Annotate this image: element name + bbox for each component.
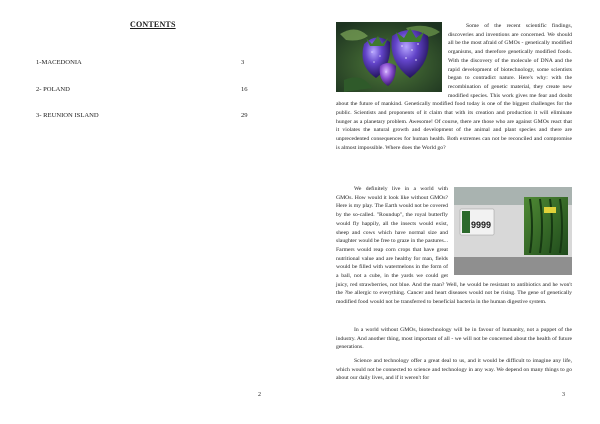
toc-title: CONTENTS <box>130 20 176 29</box>
blue-strawberries-image <box>336 22 442 92</box>
page-number-right: 3 <box>562 392 565 398</box>
toc-entry-page: 16 <box>241 86 248 93</box>
square-watermelon-image <box>454 187 572 275</box>
paragraph-4: Science and technology offer a great deal to us, and it would be difficult to imagine any life, which would not be connected to science and technology in any way. We depend on many things to go about our daily lives, and if it weren't for <box>336 358 572 382</box>
toc-entry-label: 1-MACEDONIA <box>36 59 82 66</box>
paragraph-2-block <box>336 185 572 307</box>
toc-entry-page: 29 <box>241 112 248 119</box>
paragraph-2: We definitely live in a world with GMOs. How would it look like without GMOs? Here is my play. The Earth would not be covered by the so-called. "Roundup", the royal butterfly would fly happily, all the insects would exist, sheep and cows which have normal size and slaughter would be free to graze in the pastures... Farmers would reap corn crops that have great nutritional value and are healthy for man, fields would be filled with watermelons in the form of a ball, not a cube, in the yards we could get juicy, red strawberries, not blue. And the man? Well, he would be resistant to antibiotics and he won't the ?be allergic to everything. Cancer and heart diseases would not be rising. The gene of genetically modified food would not be transferred to beneficial bacteria in the human digestive system. <box>336 186 572 306</box>
price-tag-text: 9999 <box>471 220 492 230</box>
paragraph-1-block <box>336 22 572 153</box>
toc-entry-label: 2- POLAND <box>36 86 70 93</box>
paragraph-1: Some of the recent scientific findings, discoveries and inventions are concerned. We should all be the most afraid of GMOs - genetically modified organisms, and therefore genetically modified foods. With the discovery of the molecule of DNA and the rapid development of biotechnology, some scientists began to contradict nature. Here's why: with the recombination of genetic material, they create new modified species. This work gives me fear and doubt about the future of mankind. Genetically modified food today is one of the biggest challenges for the public. Scientists and proponents of it claim that with its creation and production it will eliminate hunger as a planetary problem. Awesome! Of course, there are those who are against GMOs react that it violates the natural growth and development of the animal and plant species and there are unprecedented consequences for human health. Both extremes can not be reconciled and compromise is almost impossible. Where does the World go? <box>336 23 572 151</box>
toc-entry-page: 3 <box>241 59 245 66</box>
toc-entry-label: 3- REUNION ISLAND <box>36 112 99 119</box>
paragraph-3: In a world without GMOs, biotechnology will be in favour of humanity, not a puppet of the industry. And another thing, most important of all - we will not be concerned about the health of future generations. <box>336 327 572 351</box>
page-number-left: 2 <box>258 392 261 398</box>
